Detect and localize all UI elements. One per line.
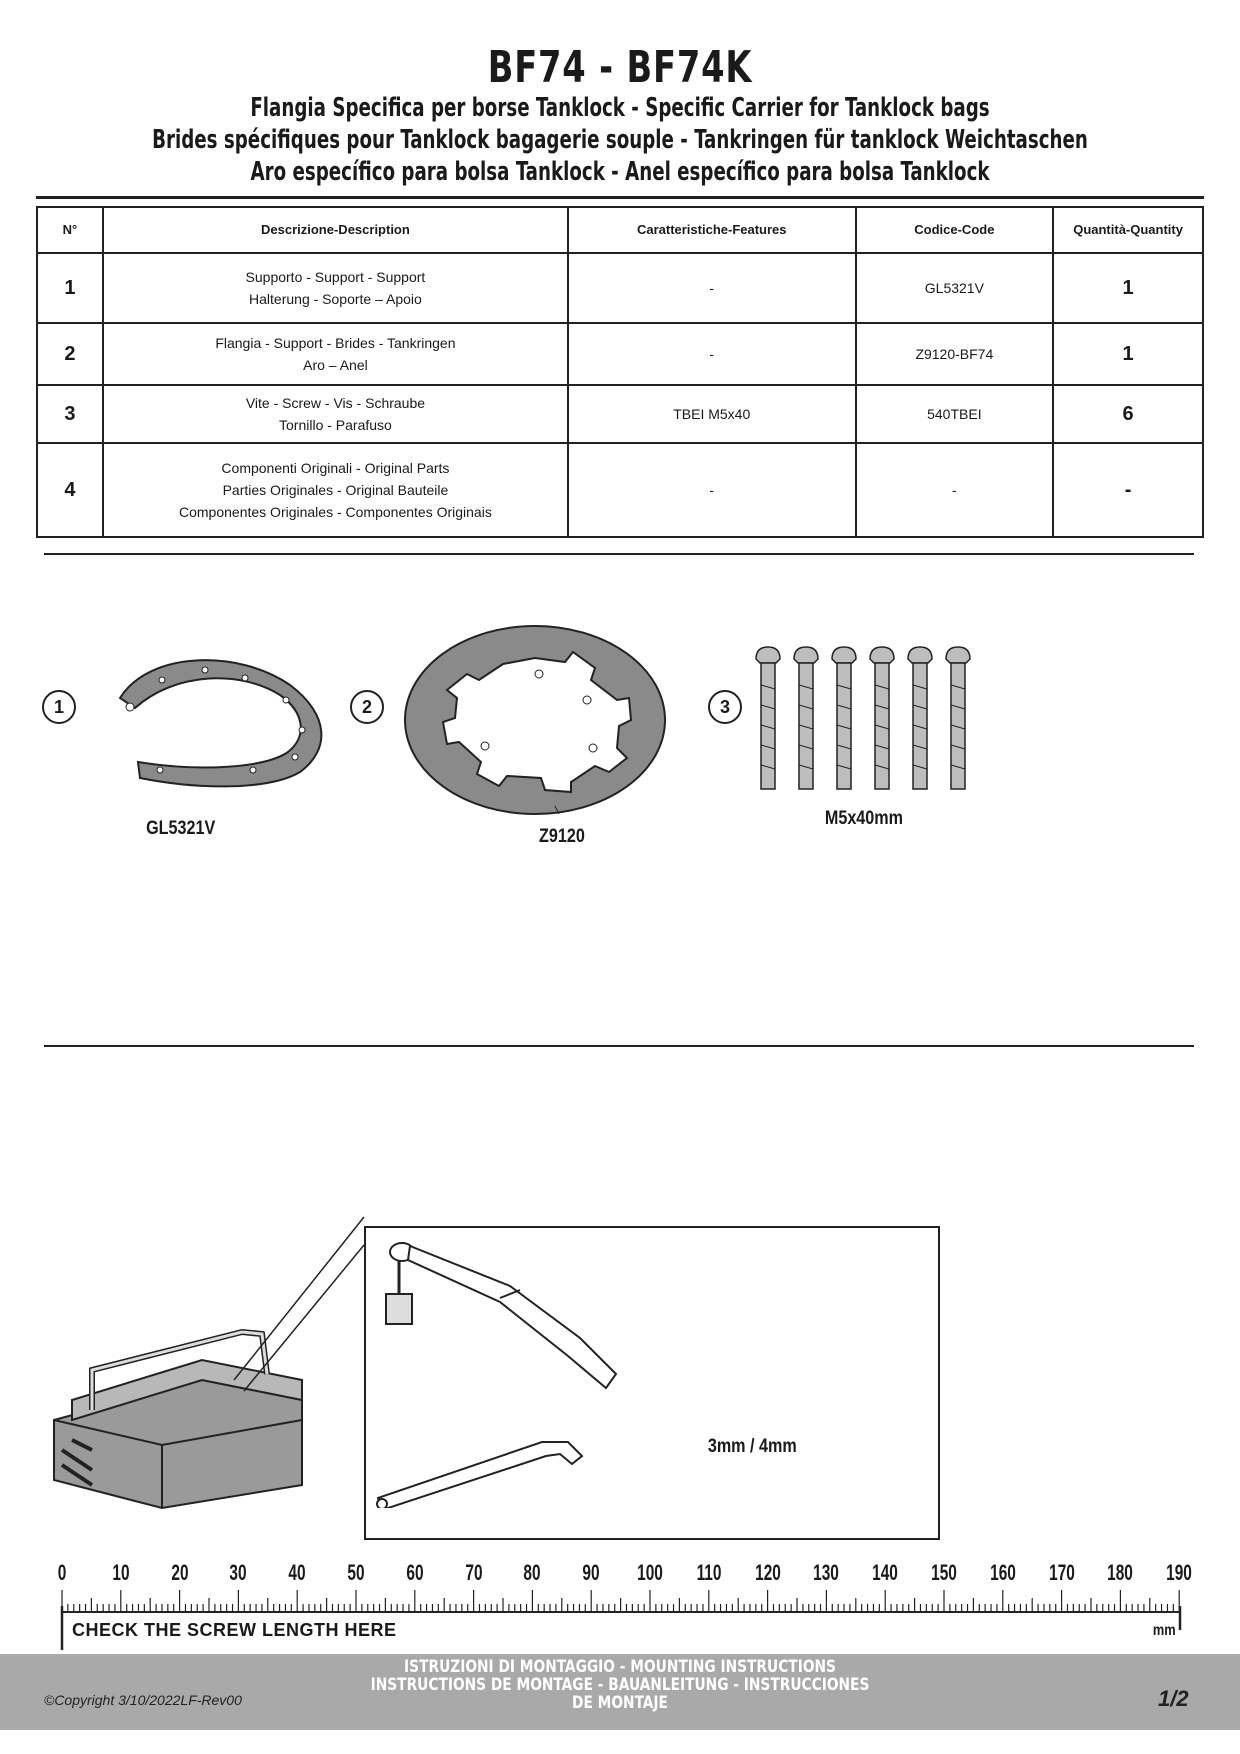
row-features: - bbox=[568, 323, 856, 385]
ruler-tick-label: 50 bbox=[347, 1560, 365, 1585]
callout-lines bbox=[230, 1215, 370, 1395]
table-row bbox=[37, 443, 1203, 537]
row-description: Vite - Screw - Vis - Schraube Tornillo - Parafuso bbox=[103, 385, 568, 443]
row-code: 540TBEI bbox=[856, 385, 1054, 443]
row-number: 4 bbox=[37, 443, 103, 537]
row-number: 1 bbox=[37, 253, 103, 323]
top-divider bbox=[36, 196, 1204, 199]
table-header-row bbox=[37, 207, 1203, 253]
tanklock-ring-icon bbox=[395, 620, 685, 820]
row-description: Supporto - Support - Support Halterung - Soporte – Apoio bbox=[103, 253, 568, 323]
row-features: - bbox=[568, 253, 856, 323]
ruler-caption: CHECK THE SCREW LENGTH HERE bbox=[72, 1620, 397, 1640]
footer-title: ISTRUZIONI DI MONTAGGIO - MOUNTING INSTRUCTIONS INSTRUCTIONS DE MONTAGE - BAUANLEITUNG - INSTRUCCIONES DE MONTAJE bbox=[370, 1657, 870, 1713]
ruler-tick-label: 150 bbox=[931, 1560, 957, 1585]
ruler-unit: mm bbox=[1152, 1622, 1176, 1639]
part-label-3: M5x40mm bbox=[824, 808, 903, 829]
table-row bbox=[37, 253, 1203, 323]
table-row bbox=[37, 323, 1203, 385]
ruler-tick-label: 100 bbox=[637, 1560, 663, 1585]
page-number: 1/2 bbox=[1158, 1686, 1189, 1711]
part-label-1: GL5321V bbox=[146, 818, 216, 839]
part-callout-2: 2 bbox=[350, 690, 384, 724]
row-code: - bbox=[856, 443, 1054, 537]
row-quantity: 1 bbox=[1053, 323, 1203, 385]
ruler-tick-label: 110 bbox=[696, 1560, 722, 1585]
ruler-tick-label: 40 bbox=[288, 1560, 306, 1585]
screws-icon bbox=[752, 645, 982, 795]
ruler-tick-label: 60 bbox=[406, 1560, 424, 1585]
ruler-tick-label: 120 bbox=[754, 1560, 781, 1585]
ruler-tick-label: 20 bbox=[171, 1560, 189, 1585]
row-quantity: 1 bbox=[1053, 253, 1203, 323]
row-description: Componenti Originali - Original Parts Parties Originales - Original Bauteile Componentes Originales - Componentes Originais bbox=[103, 443, 568, 537]
ruler-tick-label: 10 bbox=[112, 1560, 130, 1585]
header-description: Descrizione-Description bbox=[103, 207, 568, 253]
ruler-tick-label: 30 bbox=[229, 1560, 247, 1585]
row-quantity: - bbox=[1053, 443, 1203, 537]
copyright: ©Copyright 3/10/2022LF-Rev00 bbox=[44, 1692, 242, 1708]
support-bracket-icon bbox=[90, 640, 340, 810]
part-label-2: Z9120 bbox=[539, 826, 585, 847]
row-number: 2 bbox=[37, 323, 103, 385]
document-title: BF74 - BF74K bbox=[487, 42, 753, 93]
ruler-tick-label: 0 bbox=[57, 1560, 67, 1585]
ruler-tick-label: 70 bbox=[465, 1560, 483, 1585]
row-description: Flangia - Support - Brides - Tankringen Aro – Anel bbox=[103, 323, 568, 385]
ruler-tick-label: 170 bbox=[1048, 1560, 1075, 1585]
header-code: Codice-Code bbox=[856, 207, 1054, 253]
header-number: N° bbox=[37, 207, 103, 253]
subtitle-line-3: Aro específico para bolsa Tanklock - Anel específico para bolsa Tanklock bbox=[250, 157, 990, 187]
part-callout-3: 3 bbox=[708, 690, 742, 724]
hex-key-size: 3mm / 4mm bbox=[707, 1436, 797, 1457]
row-code: GL5321V bbox=[856, 253, 1054, 323]
section-divider bbox=[44, 1045, 1194, 1047]
header-quantity: Quantità-Quantity bbox=[1053, 207, 1203, 253]
row-quantity: 6 bbox=[1053, 385, 1203, 443]
hex-key-icon bbox=[372, 1428, 592, 1508]
subtitle-line-1: Flangia Specifica per borse Tanklock - Specific Carrier for Tanklock bags bbox=[250, 93, 990, 123]
table-row bbox=[37, 385, 1203, 443]
ruler-tick-label: 90 bbox=[582, 1560, 600, 1585]
subtitle-line-2: Brides spécifiques pour Tanklock bagagerie souple - Tankringen für tanklock Weichtaschen bbox=[152, 125, 1088, 155]
row-features: TBEI M5x40 bbox=[568, 385, 856, 443]
row-number: 3 bbox=[37, 385, 103, 443]
ruler-tick-label: 140 bbox=[872, 1560, 899, 1585]
ruler-tick-label: 80 bbox=[523, 1560, 541, 1585]
section-divider bbox=[44, 553, 1194, 555]
row-features: - bbox=[568, 443, 856, 537]
ruler-tick-label: 180 bbox=[1107, 1560, 1134, 1585]
ruler-tick-label: 190 bbox=[1166, 1560, 1193, 1585]
ruler-tick-label: 160 bbox=[989, 1560, 1016, 1585]
row-code: Z9120-BF74 bbox=[856, 323, 1054, 385]
parts-table bbox=[36, 206, 1204, 538]
part-callout-1: 1 bbox=[42, 690, 76, 724]
header-features: Caratteristiche-Features bbox=[568, 207, 856, 253]
torque-wrench-icon bbox=[380, 1238, 630, 1398]
ruler-tick-label: 130 bbox=[813, 1560, 840, 1585]
